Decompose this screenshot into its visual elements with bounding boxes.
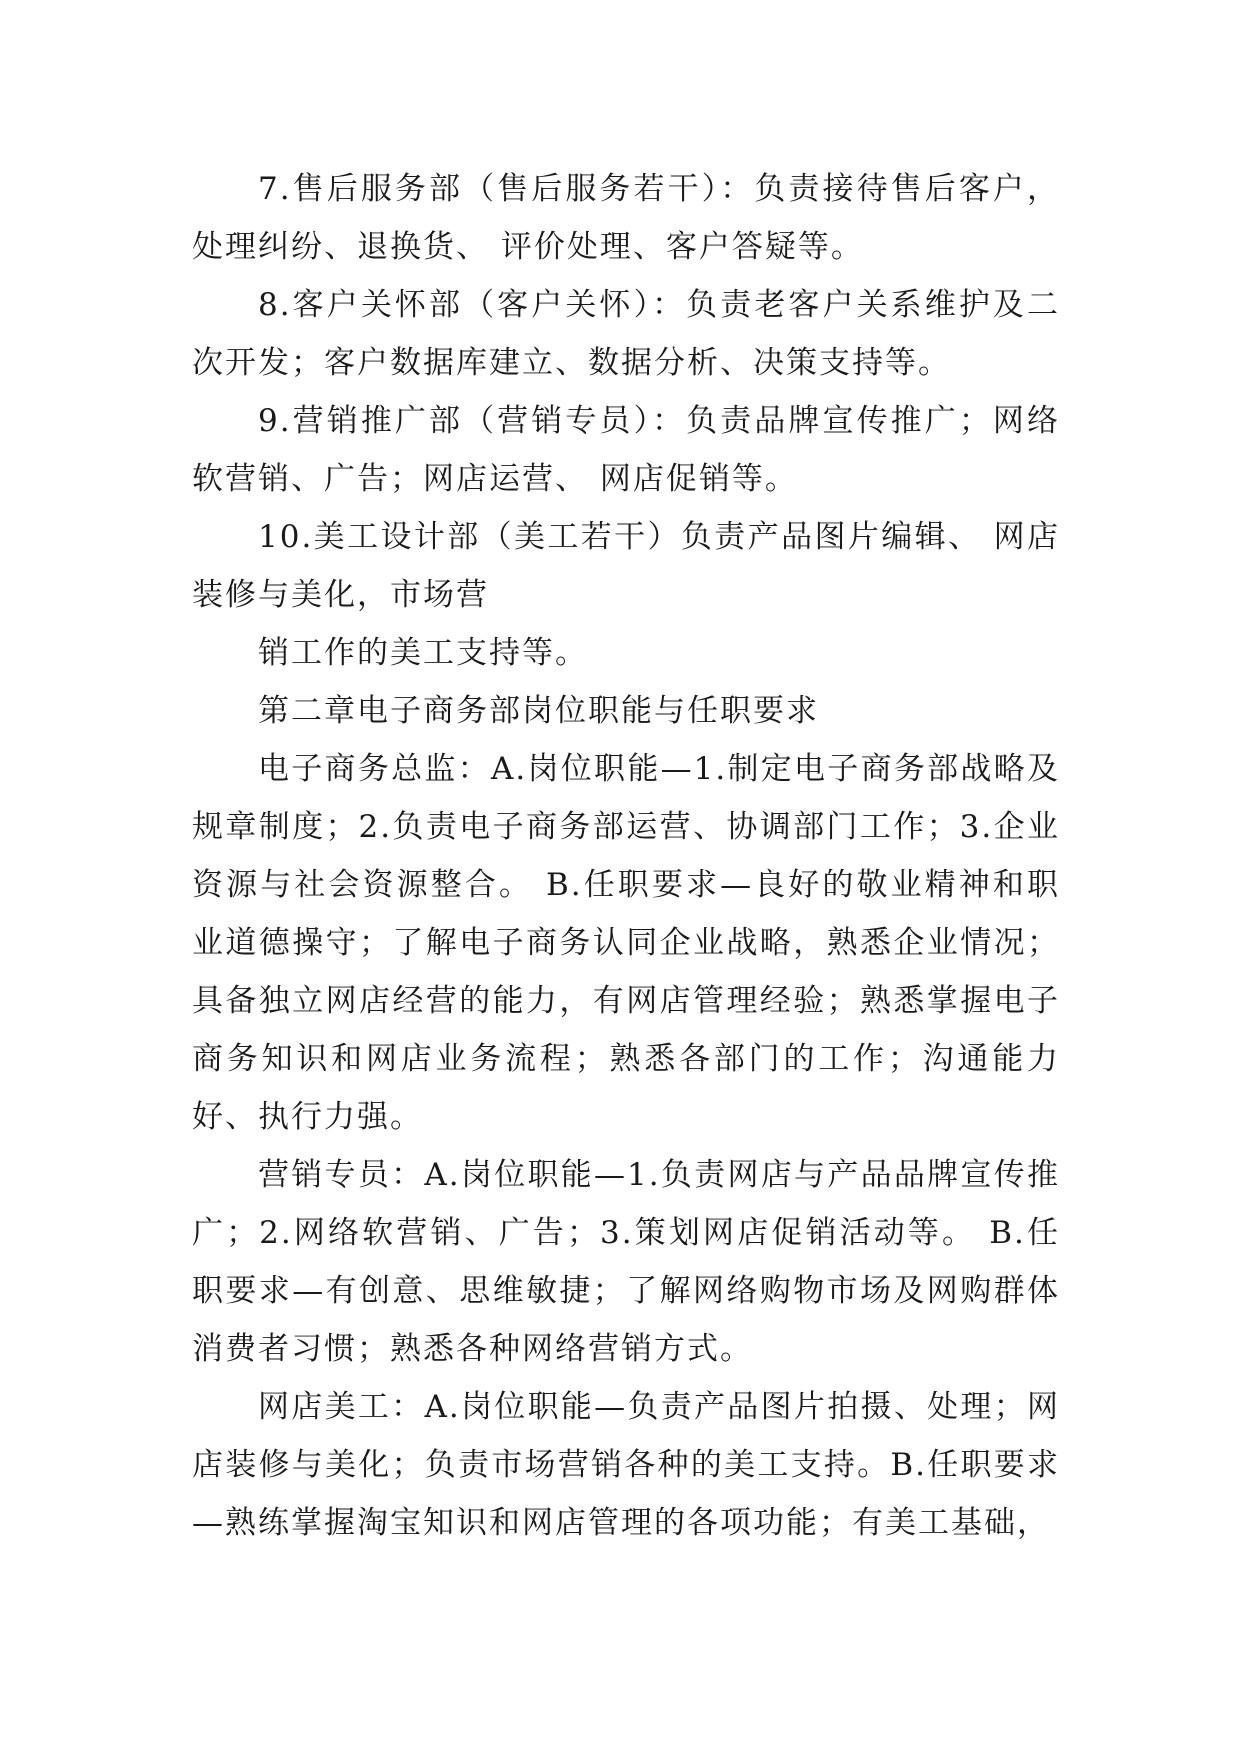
paragraph-ecommerce-director: 电子商务总监：A.岗位职能—1.制定电子商务部战略及规章制度；2.负责电子商务部运营、协调部门工作；3.企业资源与社会资源整合。 B.任职要求—良好的敬业精神和职业道德操守；了解电子商务认同企业战略，熟悉企业情况；具备独立网店经营的能力，有网店管理经验；熟悉掌握电子商务知识和网店业务流程；熟悉各部门的工作；沟通能力好、执行力强。 (192, 751, 1060, 1135)
paragraph-customer-care-dept: 8.客户关怀部（客户关怀）：负责老客户关系维护及二次开发；客户数据库建立、数据分析、决策支持等。 (192, 287, 1060, 381)
chapter-heading: 第二章电子商务部岗位职能与任职要求 (258, 693, 819, 729)
paragraph-after-sales-dept: 7.售后服务部（售后服务若干）：负责接待售后客户，处理纠纷、退换货、 评价处理、客户答疑等。 (192, 171, 1060, 265)
paragraph-design-dept-continued: 销工作的美工支持等。 (258, 635, 588, 671)
paragraph-shop-designer: 网店美工：A.岗位职能—负责产品图片拍摄、处理；网店装修与美化；负责市场营销各种的美工支持。B.任职要求—熟练掌握淘宝知识和网店管理的各项功能；有美工基础， (192, 1389, 1060, 1541)
paragraph-marketing-specialist: 营销专员：A.岗位职能—1.负责网店与产品品牌宣传推广；2.网络软营销、广告；3.策划网店促销活动等。 B.任职要求—有创意、思维敏捷；了解网络购物市场及网购群体消费者习惯；熟悉各种网络营销方式。 (192, 1157, 1060, 1367)
document-body (192, 160, 1060, 1552)
paragraph-marketing-dept: 9.营销推广部（营销专员）：负责品牌宣传推广；网络软营销、广告；网店运营、 网店促销等。 (192, 403, 1060, 497)
paragraph-design-dept: 10.美工设计部（美工若干）负责产品图片编辑、 网店装修与美化，市场营 (192, 519, 1060, 613)
